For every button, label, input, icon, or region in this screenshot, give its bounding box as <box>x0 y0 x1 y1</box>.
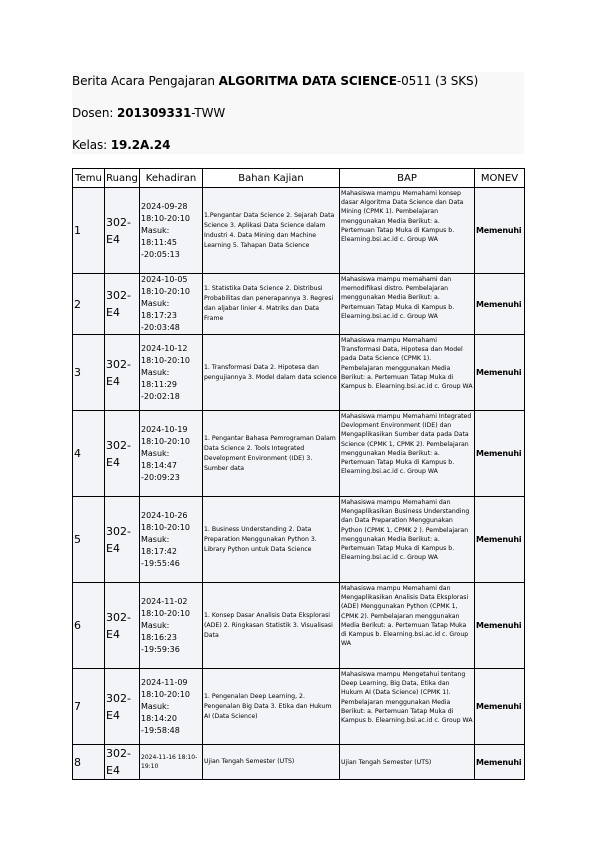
cell-kehadiran: 2024-11-16 18:10-19:10 <box>140 745 203 780</box>
cell-ruang: 302-E4 <box>105 411 140 497</box>
table-row <box>73 669 525 745</box>
col-temu: Temu <box>73 169 105 188</box>
cell-temu: 7 <box>73 669 105 745</box>
cell-kehadiran: 2024-09-28 18:10-20:10 Masuk: 18:11:45 -20:05:13 <box>140 188 203 274</box>
table-row <box>73 188 525 274</box>
cell-bahan-kajian: 1. Business Understanding 2. Data Preparation Menggunakan Python 3. Library Python untuk Data Science <box>203 497 340 583</box>
col-kehadiran: Kehadiran <box>140 169 203 188</box>
berita-acara-title <box>72 74 478 88</box>
cell-monev: Memenuhi <box>475 335 525 411</box>
cell-bap: Ujian Tengah Semester (UTS) <box>340 745 475 780</box>
dosen-suffix: -TWW <box>191 106 226 120</box>
cell-monev: Memenuhi <box>475 411 525 497</box>
table-row <box>73 583 525 669</box>
kelas-prefix: Kelas: <box>72 138 111 152</box>
dosen-id: 201309331 <box>116 106 192 120</box>
cell-bahan-kajian: 1. Transformasi Data 2. Hipotesa dan pengujiannya 3. Model dalam data science <box>203 335 340 411</box>
cell-temu: 5 <box>73 497 105 583</box>
cell-temu: 8 <box>73 745 105 780</box>
cell-ruang: 302-E4 <box>105 274 140 335</box>
table-row <box>73 274 525 335</box>
cell-monev: Memenuhi <box>475 669 525 745</box>
cell-bap: Mahasiswa mampu Memahami dan Mengaplikasikan Analisis Data Eksplorasi (ADE) Menggunakan Python (CPMK 1, CPMK 2). Pembelajaran menggunakan Media Berikut: a. Pertemuan Tatap Muka di Kampus b. Elearning.bsi.ac.id c. Group WA <box>340 583 475 669</box>
kelas-line <box>72 138 170 152</box>
kelas-value: 19.2A.24 <box>110 138 171 152</box>
cell-bap: Mahasiswa mampu memahami dan memodifikasi distro. Pembelajaran menggunakan Media Berikut: a. Pertemuan Tatap Muka di Kampus b. Elearning.bsi.ac.id c. Group WA <box>340 274 475 335</box>
table-row <box>73 411 525 497</box>
dosen-line <box>72 106 225 120</box>
cell-bahan-kajian: 1. Pengantar Bahasa Pemrograman Dalam Data Science 2. Tools Integrated Development Environment (IDE) 3. Sumber data <box>203 411 340 497</box>
cell-bahan-kajian: Ujian Tengah Semester (UTS) <box>203 745 340 780</box>
col-ruang: Ruang <box>105 169 140 188</box>
table-header-row <box>73 169 525 188</box>
cell-temu: 6 <box>73 583 105 669</box>
cell-bahan-kajian: 1.Pengantar Data Science 2. Sejarah Data Science 3. Aplikasi Data Science dalam Industri 4. Data Mining dan Machine Learning 5. Tahapan Data Science <box>203 188 340 274</box>
cell-ruang: 302-E4 <box>105 497 140 583</box>
cell-ruang: 302-E4 <box>105 745 140 780</box>
cell-ruang: 302-E4 <box>105 335 140 411</box>
cell-bahan-kajian: 1. Statistika Data Science 2. Distribusi Probabilitas dan penerapannya 3. Regresi dan aljabar linier 4. Matriks dan Data Frame <box>203 274 340 335</box>
cell-kehadiran: 2024-10-19 18:10-20:10 Masuk: 18:14:47 -20:09:23 <box>140 411 203 497</box>
cell-kehadiran: 2024-11-09 18:10-20:10 Masuk: 18:14:20 -19:58:48 <box>140 669 203 745</box>
cell-monev: Memenuhi <box>475 583 525 669</box>
cell-temu: 2 <box>73 274 105 335</box>
table-row <box>73 745 525 780</box>
cell-temu: 4 <box>73 411 105 497</box>
cell-kehadiran: 2024-10-26 18:10-20:10 Masuk: 18:17:42 -19:55:46 <box>140 497 203 583</box>
cell-kehadiran: 2024-10-05 18:10-20:10 Masuk: 18:17:23 -20:03:48 <box>140 274 203 335</box>
table-row <box>73 497 525 583</box>
document-header <box>72 72 524 154</box>
cell-ruang: 302-E4 <box>105 188 140 274</box>
cell-bap: Mahasiswa mampu Memahami Integrated Devlopment Environment (IDE) dan Mengaplikasikan Sumber data pada Data Science (CPMK 1, CPMK 2). Pembelajaran menggunakan Media Berikut: a. Pertemuan Tatap Muka di Kampus b. Elearning.bsi.ac.id c. Group WA <box>340 411 475 497</box>
cell-ruang: 302-E4 <box>105 583 140 669</box>
cell-monev: Memenuhi <box>475 497 525 583</box>
cell-kehadiran: 2024-10-12 18:10-20:10 Masuk: 18:11:29 -20:02:18 <box>140 335 203 411</box>
cell-monev: Memenuhi <box>475 745 525 780</box>
col-bap: BAP <box>340 169 475 188</box>
cell-monev: Memenuhi <box>475 274 525 335</box>
cell-bap: Mahasiswa mampu Memahami konsep dasar Algoritma Data Science dan Data Mining (CPMK 1). Pembelajaran menggunakan Media Berikut: a. Pertemuan Tatap Muka di Kampus b. Elearning.bsi.ac.id c. Group WA <box>340 188 475 274</box>
course-name: ALGORITMA DATA SCIENCE <box>218 74 397 88</box>
berita-prefix: Berita Acara Pengajaran <box>72 74 219 88</box>
cell-bahan-kajian: 1. Pengenalan Deep Learning, 2. Pengenalan Big Data 3. Etika dan Hukum AI (Data Science) <box>203 669 340 745</box>
table-row <box>73 335 525 411</box>
col-bahan-kajian: Bahan Kajian <box>203 169 340 188</box>
cell-temu: 3 <box>73 335 105 411</box>
cell-bap: Mahasiswa mampu Memahami Transformasi Data, Hipotesa dan Model pada Data Science (CPMK 1). Pembelajaran menggunakan Media Berikut: a. Pertemuan Tatap Muka di Kampus b. Elearning.bsi.ac.id c. Group WA <box>340 335 475 411</box>
col-monev: MONEV <box>475 169 525 188</box>
cell-monev: Memenuhi <box>475 188 525 274</box>
cell-kehadiran: 2024-11-02 18:10-20:10 Masuk: 18:16:23 -19:59:36 <box>140 583 203 669</box>
cell-bahan-kajian: 1. Konsep Dasar Analisis Data Eksplorasi (ADE) 2. Ringkasan Statistik 3. Visualisasi Data <box>203 583 340 669</box>
bap-table <box>72 168 525 780</box>
course-suffix: -0511 (3 SKS) <box>396 74 479 88</box>
dosen-prefix: Dosen: <box>72 106 117 120</box>
cell-bap: Mahasiswa mampu Memahami dan Mengaplikasikan Business Understanding dan Data Preparation Menggunakan Python (CPMK 1, CPMK 2 ). Pembelajaran menggunakan Media Berikut: a. Pertemuan Tatap Muka di Kampus b. Elearning.bsi.ac.id c. Group WA <box>340 497 475 583</box>
cell-ruang: 302-E4 <box>105 669 140 745</box>
cell-temu: 1 <box>73 188 105 274</box>
cell-bap: Mahasiswa mampu Mengetahui tentang Deep Learning, Big Data, Etika dan Hukum AI (Data Science) (CPMK 1). Pembelajaran menggunakan Media Berikut: a. Pertemuan Tatap Muka di Kampus b. Elearning.bsi.ac.id c. Group WA <box>340 669 475 745</box>
